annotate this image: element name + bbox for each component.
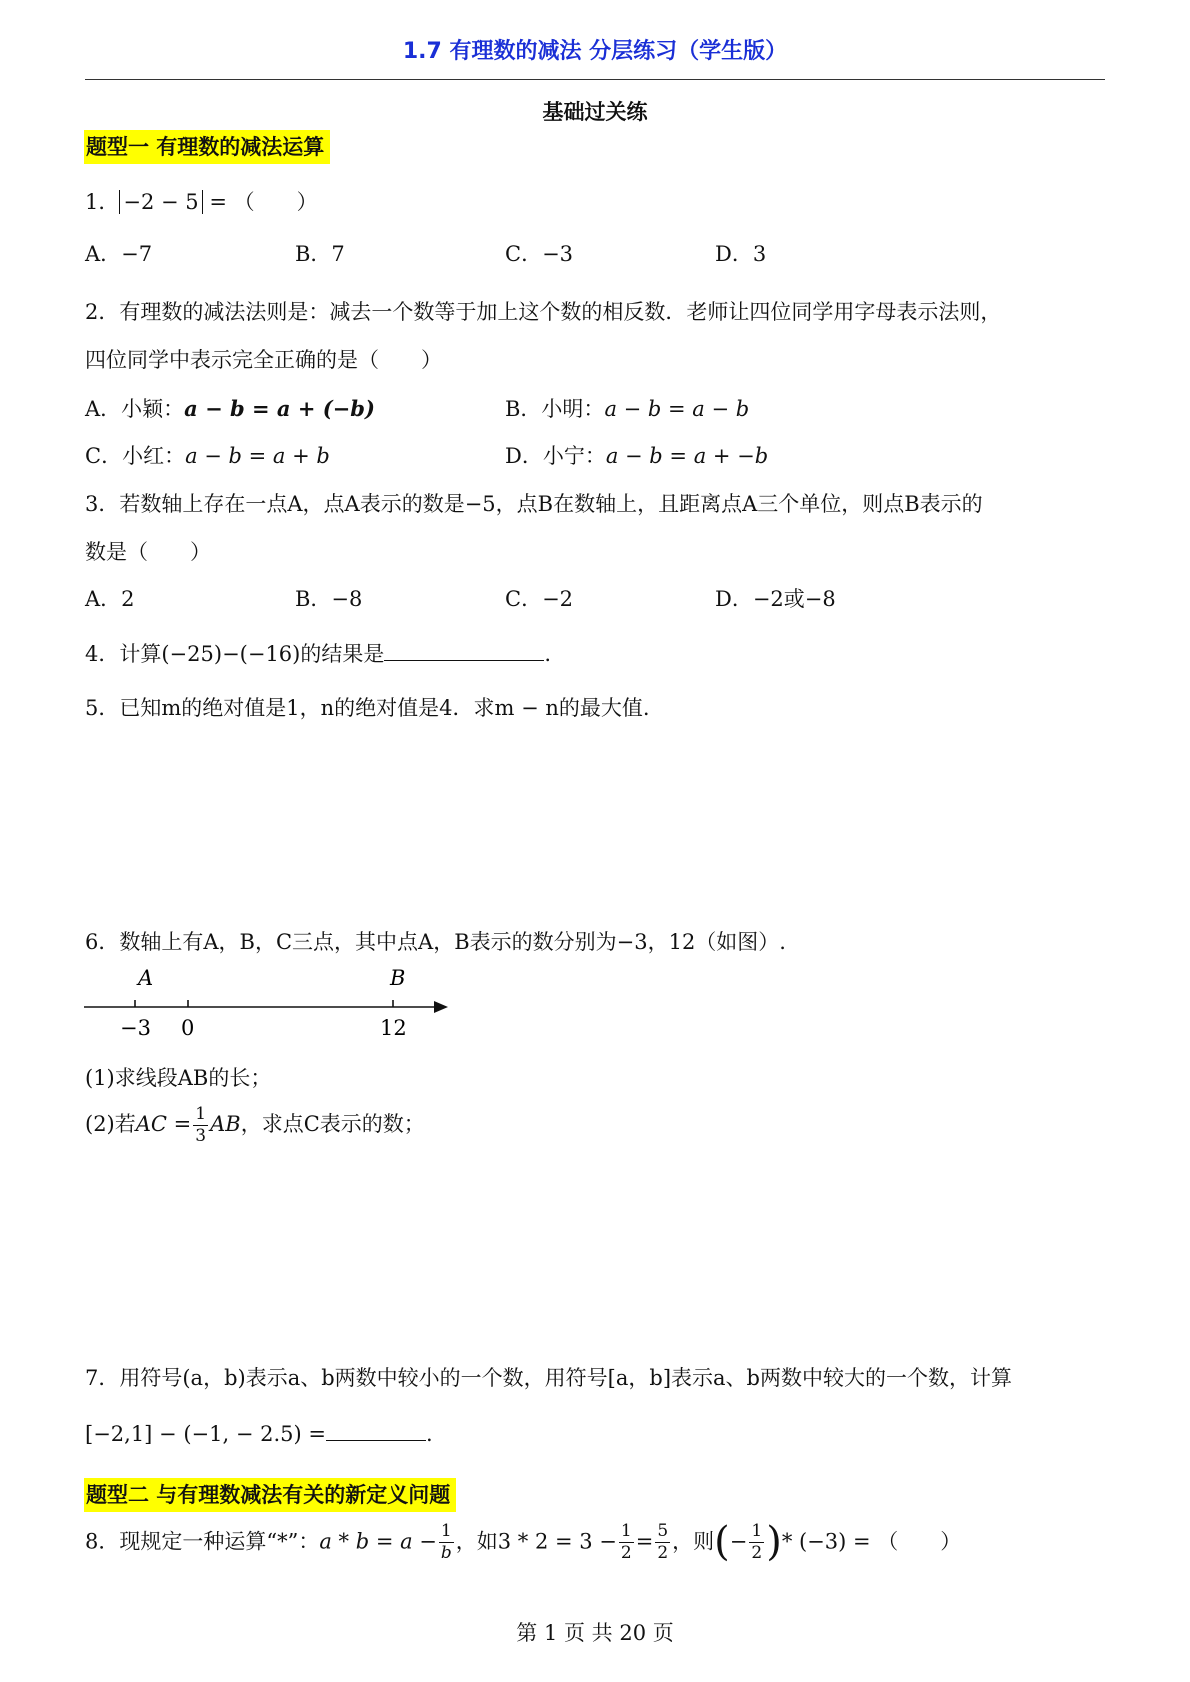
left-paren: ( [714, 1519, 730, 1565]
question-8-negative-sign: − [729, 1529, 748, 1554]
question-2-option-a-label: A．小颖： [85, 397, 185, 421]
right-paren: ) [766, 1519, 782, 1565]
question-7-expression: [−2,1] − (−1, − 2.5) = [85, 1422, 326, 1446]
question-1-abs-expression: −2 − 5 [119, 190, 202, 214]
section-heading: 基础过关练 [542, 100, 648, 124]
question-7-line-1: 7．用符号(a，b)表示a、b两数中较小的一个数，用符号[a，b]表示a、b两数中较大的一个数，计算 [85, 1366, 1012, 1390]
question-2-option-b-expr: a − b = a − b [604, 397, 750, 421]
question-4-end: . [544, 642, 552, 666]
question-1-option-d: D．3 [715, 242, 767, 266]
question-2-option-d [505, 440, 768, 470]
question-6-part-2-ac: AC = [135, 1112, 192, 1136]
question-4-text: 4．计算(−25)−(−16)的结果是 [85, 642, 385, 666]
number-line-figure [82, 962, 452, 1042]
question-3-option-a: A．2 [85, 587, 135, 611]
tick-label-12: 12 [380, 1016, 407, 1040]
question-6-part-2-prefix: (2)若 [85, 1112, 136, 1136]
question-1-number: 1． [85, 190, 120, 214]
question-8-tail: * (−3) = （ ） [781, 1529, 962, 1554]
question-1-option-b: B．7 [295, 242, 345, 266]
fraction-one-third [193, 1106, 208, 1145]
question-8-definition: a * b = a − [319, 1529, 437, 1554]
question-type-banner-2: 题型二 与有理数减法有关的新定义问题 [84, 1478, 456, 1512]
fraction-one-half [619, 1520, 634, 1563]
question-8-prefix: 8．现规定一种运算“*”： [85, 1529, 320, 1554]
fraction-numerator: 5 [657, 1520, 669, 1541]
question-4 [85, 638, 551, 668]
question-2-option-c-label: C．小红： [85, 444, 186, 468]
question-2-option-a-expr: a − b = a + (−b) [184, 396, 375, 421]
fraction-numerator: 1 [620, 1520, 632, 1541]
fraction-denominator: 2 [657, 1542, 669, 1563]
number-line-arrow [434, 1001, 448, 1013]
question-2-option-b [505, 393, 749, 423]
question-7-answer-blank[interactable] [326, 1418, 426, 1441]
fraction-one-half-negative [749, 1520, 764, 1563]
question-6-part-1: (1)求线段AB的长； [85, 1066, 272, 1090]
question-3-line-1: 3．若数轴上存在一点A，点A表示的数是−5，点B在数轴上，且距离点A三个单位，则点B表示的 [85, 492, 983, 516]
question-2-option-b-label: B．小明： [505, 397, 605, 421]
document-title: 1.7 有理数的减法 分层练习（学生版） [402, 39, 788, 64]
fraction-five-halves [655, 1520, 670, 1563]
question-3-option-c: C．−2 [505, 587, 574, 611]
question-8-then: ，则 [672, 1529, 715, 1554]
question-4-answer-blank[interactable] [384, 638, 544, 661]
question-1 [85, 186, 318, 216]
question-2-option-d-label: D．小宁： [505, 444, 606, 468]
question-2-option-a [85, 393, 375, 423]
fraction-numerator: 1 [751, 1520, 763, 1541]
question-7-line-2 [85, 1418, 433, 1446]
question-8 [85, 1519, 962, 1565]
header-divider [85, 79, 1105, 80]
question-3-option-b: B．−8 [295, 587, 363, 611]
question-6: 6．数轴上有A，B，C三点，其中点A，B表示的数分别为−3，12（如图）. [85, 930, 786, 954]
question-2-option-c [85, 440, 330, 470]
question-1-option-a: A．−7 [85, 242, 153, 266]
question-2-option-d-expr: a − b = a + −b [605, 444, 769, 468]
point-b-label: B [390, 966, 406, 990]
question-2-line-1: 2．有理数的减法法则是：减去一个数等于加上这个数的相反数．老师让四位同学用字母表示法则， [85, 300, 1002, 324]
question-1-option-c: C．−3 [505, 242, 574, 266]
question-7-end: . [425, 1422, 433, 1446]
tick-label-0: 0 [181, 1016, 195, 1040]
question-1-tail: = （ ） [202, 190, 318, 214]
question-3-line-2: 数是（ ） [85, 540, 211, 564]
fraction-denominator: 2 [751, 1542, 763, 1563]
question-5: 5．已知m的绝对值是1，n的绝对值是4．求m − n的最大值. [85, 696, 650, 720]
tick-label-minus-3: −3 [120, 1016, 151, 1040]
fraction-denominator: 2 [620, 1542, 632, 1563]
question-8-example: ，如3 * 2 = 3 − [455, 1529, 617, 1554]
fraction-numerator: 1 [195, 1104, 207, 1124]
question-6-part-2-suffix: ，求点C表示的数； [240, 1112, 425, 1136]
question-2-line-2: 四位同学中表示完全正确的是（ ） [85, 348, 442, 372]
page-footer: 第 1 页 共 20 页 [516, 1621, 674, 1645]
question-6-part-2-ab: AB [210, 1112, 241, 1136]
fraction-numerator: 1 [440, 1520, 452, 1541]
question-type-banner-1: 题型一 有理数的减法运算 [84, 130, 330, 164]
fraction-one-over-b [439, 1520, 454, 1563]
question-3-option-d: D．−2或−8 [715, 587, 836, 611]
point-a-label: A [138, 966, 154, 990]
question-6-part-2 [85, 1106, 425, 1145]
question-2-option-c-expr: a − b = a + b [185, 444, 330, 468]
fraction-denominator: b [440, 1542, 452, 1563]
question-8-equals: = [635, 1529, 654, 1554]
fraction-denominator: 3 [195, 1126, 207, 1146]
